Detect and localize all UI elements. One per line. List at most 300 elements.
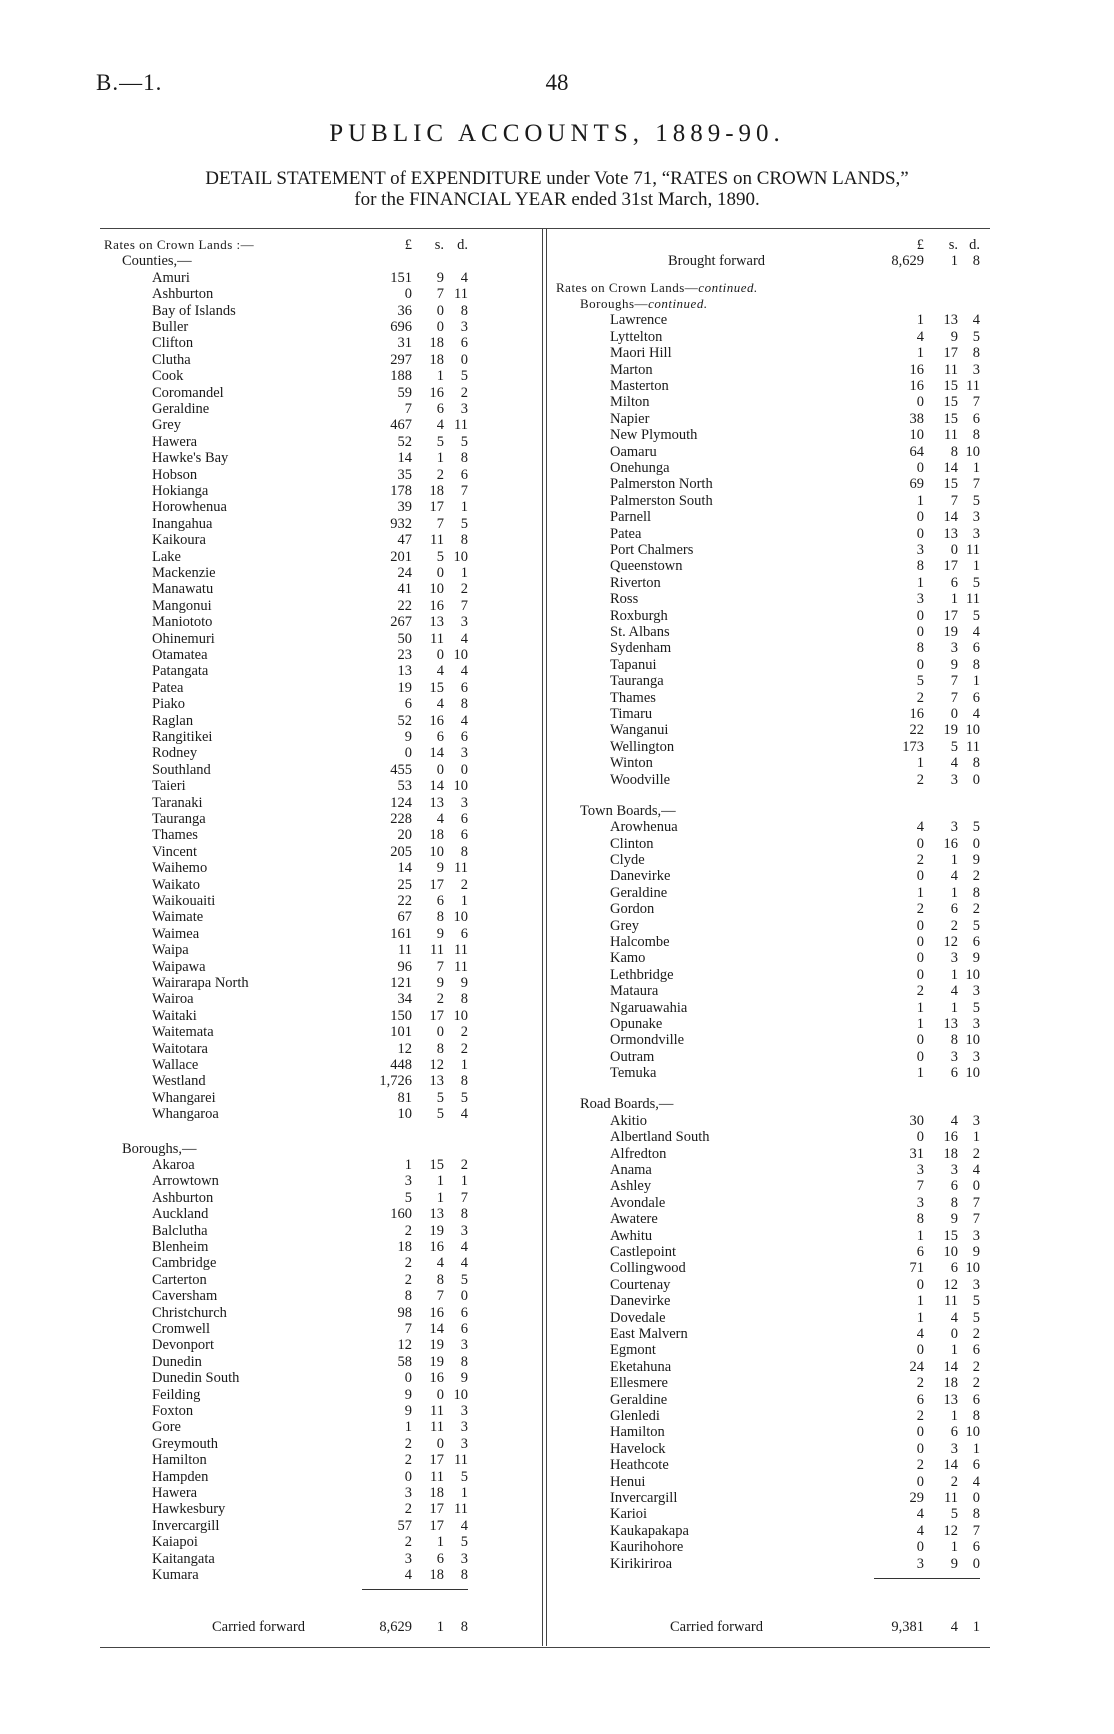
pence-value: 4	[460, 663, 468, 680]
borough-row	[550, 312, 990, 328]
pence-value: 2	[972, 1325, 980, 1342]
town-board-row	[550, 852, 990, 868]
county-row	[100, 631, 480, 647]
shillings-value: 16	[943, 1129, 958, 1146]
pounds-value: 1	[916, 1309, 924, 1326]
shillings-value: 1	[950, 591, 958, 608]
borough-row	[550, 394, 990, 410]
row-name: Greymouth	[152, 1435, 219, 1452]
pounds-value: 8	[916, 1211, 924, 1228]
pounds-value: 9	[404, 1403, 412, 1420]
pence-value: 1	[460, 1485, 468, 1502]
shillings-value: 6	[950, 1178, 958, 1195]
shillings-value: 0	[950, 1325, 958, 1342]
pounds-value: 2	[916, 983, 924, 1000]
row-name: Marton	[610, 361, 653, 378]
row-name: Parnell	[610, 509, 652, 526]
borough-row	[100, 1485, 480, 1501]
boroughs-continued-heading-continued: continued.	[648, 296, 708, 312]
pounds-value: 19	[397, 679, 412, 696]
pence-value: 2	[460, 1040, 468, 1057]
borough-row	[100, 1518, 480, 1534]
pounds-value: 0	[916, 1276, 924, 1293]
pence-value: 7	[460, 597, 468, 614]
pounds-value: 16	[909, 378, 924, 395]
pounds-value: 2	[916, 852, 924, 868]
pounds-value: 121	[390, 975, 412, 991]
row-name: Wairoa	[152, 991, 194, 1008]
row-name: Geraldine	[610, 1391, 668, 1408]
row-name: Coromandel	[152, 384, 224, 401]
county-row	[100, 844, 480, 860]
county-row	[100, 991, 480, 1007]
section-heading-continued-continued: continued.	[698, 279, 758, 295]
shillings-value: 0	[436, 647, 444, 663]
pence-value: 3	[460, 319, 468, 335]
borough-row	[550, 427, 990, 443]
shillings-value: 1	[950, 1342, 958, 1359]
row-name: Waikouaiti	[152, 893, 216, 909]
shillings-value: 4	[436, 811, 444, 827]
carried-forward-row	[550, 1619, 990, 1635]
pence-value: 2	[460, 876, 468, 893]
road-board-row	[550, 1441, 990, 1457]
county-row	[100, 598, 480, 614]
row-name: Hampden	[152, 1468, 209, 1485]
pence-value: 1	[460, 1173, 468, 1190]
pence-value: 4	[460, 1239, 468, 1256]
borough-row	[550, 722, 990, 738]
shillings-value: 11	[944, 1489, 958, 1506]
pounds-value: 14	[397, 450, 412, 467]
pounds-value: 98	[397, 1304, 412, 1321]
borough-row	[550, 542, 990, 558]
boroughs-continued-heading-text: Boroughs—	[580, 296, 649, 312]
pence-value: 6	[972, 410, 980, 427]
shillings-value: 7	[950, 492, 958, 509]
county-row	[100, 729, 480, 745]
county-row	[100, 417, 480, 433]
pence-value: 5	[460, 1534, 468, 1551]
pence-value: 2	[972, 868, 980, 885]
pence-value: 8	[460, 532, 468, 549]
shillings-value: 9	[436, 860, 444, 877]
shillings-value: 7	[436, 286, 444, 303]
row-name: Mackenzie	[152, 565, 216, 581]
pounds-value: 3	[916, 591, 924, 608]
shillings-value: 9	[950, 656, 958, 673]
pounds-value: 0	[916, 509, 924, 526]
county-row	[100, 286, 480, 302]
pounds-value: 5	[404, 1189, 412, 1206]
document-reference: B.—1.	[96, 70, 163, 95]
road-board-row	[550, 1211, 990, 1227]
pounds-value: 24	[909, 1358, 924, 1375]
pounds-value: 161	[390, 925, 412, 942]
borough-row	[550, 493, 990, 509]
pence-value: 4	[460, 1255, 468, 1272]
pounds-value: 267	[390, 614, 412, 631]
shillings-value: 17	[429, 1007, 444, 1024]
pence-value: 5	[460, 433, 468, 450]
shillings-value: 18	[429, 1485, 444, 1502]
borough-row	[100, 1354, 480, 1370]
pence-value: 0	[972, 1178, 980, 1195]
borough-row	[100, 1288, 480, 1304]
pounds-value: 22	[909, 722, 924, 739]
pence-value: 6	[972, 1342, 980, 1359]
row-name: Waipa	[152, 942, 189, 959]
row-name: Hamilton	[152, 1452, 207, 1469]
shillings-value: 8	[436, 909, 444, 926]
road-board-row	[550, 1195, 990, 1211]
pence-value: 6	[460, 1304, 468, 1321]
road-board-row	[550, 1310, 990, 1326]
row-name: Foxton	[152, 1403, 194, 1420]
pence-header: d.	[457, 237, 468, 253]
pence-value: 4	[460, 630, 468, 647]
pence-value: 11	[966, 591, 980, 608]
town-board-row	[550, 1000, 990, 1016]
county-row	[100, 352, 480, 368]
town-board-row	[550, 1065, 990, 1081]
pounds-value: 6	[916, 1391, 924, 1408]
shillings-value: 19	[429, 1353, 444, 1370]
borough-row	[550, 444, 990, 460]
shillings-value: 6	[950, 574, 958, 591]
pounds-value: 1,726	[379, 1073, 412, 1090]
county-row	[100, 663, 480, 679]
pence-value: 4	[972, 1161, 980, 1178]
pence-value: 9	[460, 1370, 468, 1387]
total-rule	[362, 1589, 468, 1590]
row-name: Mangonui	[152, 597, 212, 614]
pounds-value: 7	[916, 1178, 924, 1195]
pence-value: 8	[972, 1407, 980, 1424]
shillings-value: 15	[429, 679, 444, 696]
shillings-value: 7	[436, 515, 444, 532]
shillings-value: 0	[950, 542, 958, 559]
road-board-row	[550, 1392, 990, 1408]
pence-value: 5	[460, 1089, 468, 1106]
pence-value: 7	[972, 1211, 980, 1228]
shillings-value: 5	[436, 1106, 444, 1123]
shillings-value: 3	[950, 950, 958, 967]
pence-value: 5	[460, 368, 468, 385]
pence-value: 3	[972, 1016, 980, 1032]
county-row	[100, 942, 480, 958]
pounds-value: 0	[916, 525, 924, 542]
row-name: Manawatu	[152, 581, 214, 598]
pounds-value: 2	[916, 1457, 924, 1474]
road-board-row	[550, 1490, 990, 1506]
pence-value: 4	[460, 269, 468, 286]
pounds-value: 4	[916, 819, 924, 836]
shillings-value: 1	[436, 1619, 444, 1635]
shillings-value: 16	[429, 1239, 444, 1256]
pounds-value: 2	[404, 1271, 412, 1288]
row-name: Eketahuna	[610, 1358, 672, 1375]
pence-value: 10	[453, 778, 468, 795]
pence-value: 10	[453, 909, 468, 926]
pence-value: 6	[460, 335, 468, 352]
pounds-value: 1	[916, 574, 924, 591]
shillings-value: 1	[950, 884, 958, 901]
shillings-value: 5	[436, 548, 444, 565]
pence-value: 1	[972, 673, 980, 690]
pence-value: 5	[972, 1309, 980, 1326]
county-row	[100, 1106, 480, 1122]
borough-row	[550, 411, 990, 427]
shillings-value: 13	[429, 1073, 444, 1090]
pence-value: 10	[453, 1386, 468, 1403]
pence-value: 11	[966, 378, 980, 395]
row-name: Timaru	[610, 706, 653, 723]
borough-row	[550, 690, 990, 706]
row-name: Thames	[152, 827, 198, 844]
pounds-value: 228	[390, 811, 412, 827]
county-row	[100, 696, 480, 712]
pounds-value: 1	[916, 312, 924, 329]
pounds-value: 4	[404, 1567, 412, 1584]
row-name: Geraldine	[610, 884, 668, 901]
row-name: Roxburgh	[610, 607, 668, 624]
row-name: Rangitikei	[152, 729, 213, 745]
pence-value: 5	[460, 1468, 468, 1485]
road-board-row	[550, 1178, 990, 1194]
shillings-header: s.	[434, 237, 444, 253]
borough-row	[550, 755, 990, 771]
borough-row	[100, 1321, 480, 1337]
row-name: Arowhenua	[610, 819, 678, 836]
shillings-value: 1	[436, 368, 444, 385]
row-name: Albertland South	[610, 1129, 710, 1146]
row-name: Southland	[152, 761, 211, 778]
shillings-value: 16	[429, 384, 444, 401]
pence-value: 9	[972, 852, 980, 868]
row-name: Arrowtown	[152, 1173, 219, 1190]
shillings-value: 18	[943, 1145, 958, 1162]
currency-column-headers	[100, 237, 480, 253]
pounds-header: £	[916, 237, 924, 253]
pence-value: 3	[460, 1337, 468, 1354]
row-name: Avondale	[610, 1194, 666, 1211]
pounds-value: 0	[916, 1440, 924, 1457]
pounds-value: 160	[390, 1206, 412, 1223]
pounds-value: 14	[397, 860, 412, 877]
pounds-value: 188	[390, 368, 412, 385]
shillings-value: 19	[429, 1337, 444, 1354]
row-name: St. Albans	[610, 624, 670, 641]
pence-value: 10	[453, 548, 468, 565]
road-board-row	[550, 1523, 990, 1539]
row-name: Amuri	[152, 269, 190, 286]
county-row	[100, 614, 480, 630]
row-name: Invercargill	[610, 1489, 678, 1506]
row-name: Onehunga	[610, 460, 670, 477]
row-name: Rodney	[152, 745, 198, 762]
pounds-value: 0	[916, 835, 924, 852]
pounds-value: 101	[390, 1024, 412, 1041]
row-name: Waimea	[152, 925, 200, 942]
shillings-value: 1	[950, 999, 958, 1016]
pounds-value: 696	[390, 319, 412, 335]
shillings-value: 10	[429, 843, 444, 860]
pence-value: 6	[972, 1391, 980, 1408]
shillings-value: 17	[429, 1517, 444, 1534]
pounds-value: 205	[390, 843, 412, 860]
pounds-value: 0	[916, 1032, 924, 1049]
shillings-value: 3	[950, 771, 958, 788]
shillings-value: 12	[943, 934, 958, 950]
shillings-value: 11	[944, 427, 958, 444]
row-name: Anama	[610, 1161, 652, 1178]
pence-value: 0	[460, 761, 468, 778]
shillings-value: 9	[436, 975, 444, 991]
row-name: Danevirke	[610, 868, 671, 885]
shillings-value: 7	[950, 673, 958, 690]
shillings-value: 6	[436, 401, 444, 417]
pence-value: 3	[972, 1227, 980, 1244]
shillings-value: 1	[436, 1173, 444, 1190]
row-name: Sydenham	[610, 640, 672, 657]
pounds-value: 173	[902, 738, 924, 755]
shillings-value: 1	[950, 253, 958, 270]
row-name: Ohinemuri	[152, 630, 215, 647]
shillings-value: 14	[943, 509, 958, 526]
road-board-row	[550, 1244, 990, 1260]
borough-row	[100, 1255, 480, 1271]
shillings-value: 6	[950, 1065, 958, 1082]
shillings-value: 18	[429, 335, 444, 352]
road-board-row	[550, 1408, 990, 1424]
pence-value: 4	[460, 712, 468, 729]
pence-value: 10	[965, 1032, 980, 1049]
row-name: Akaroa	[152, 1157, 195, 1174]
pence-value: 3	[972, 1048, 980, 1065]
shillings-value: 14	[943, 1358, 958, 1375]
pence-value: 8	[460, 1073, 468, 1090]
row-name: Hawke's Bay	[152, 450, 229, 467]
shillings-value: 6	[436, 893, 444, 909]
shillings-value: 17	[429, 876, 444, 893]
pounds-value: 0	[916, 460, 924, 477]
pence-value: 9	[972, 1243, 980, 1260]
shillings-value: 11	[430, 532, 444, 549]
row-name: Buller	[152, 319, 189, 335]
pence-value: 2	[460, 384, 468, 401]
pounds-value: 151	[390, 269, 412, 286]
pence-value: 4	[972, 706, 980, 723]
pence-value: 0	[972, 1489, 980, 1506]
shillings-value: 14	[943, 460, 958, 477]
row-name: Cambridge	[152, 1255, 217, 1272]
boroughs-continued-heading	[580, 296, 708, 312]
pence-value: 6	[972, 1457, 980, 1474]
road-board-row	[550, 1260, 990, 1276]
pounds-value: 0	[916, 1342, 924, 1359]
shillings-value: 7	[436, 1288, 444, 1305]
pence-value: 3	[460, 745, 468, 762]
page-title: PUBLIC ACCOUNTS, 1889-90.	[329, 120, 785, 147]
row-name: Gordon	[610, 901, 655, 918]
shillings-value: 11	[944, 1293, 958, 1310]
pence-value: 8	[972, 656, 980, 673]
row-name: Heathcote	[610, 1457, 669, 1474]
row-name: Port Chalmers	[610, 542, 694, 559]
row-name: Glenledi	[610, 1407, 660, 1424]
shillings-value: 15	[943, 476, 958, 493]
row-name: Bay of Islands	[152, 302, 236, 319]
pounds-value: 36	[397, 302, 412, 319]
row-name: Winton	[610, 755, 653, 772]
road-board-row	[550, 1342, 990, 1358]
pence-value: 8	[972, 1506, 980, 1523]
county-row	[100, 1041, 480, 1057]
borough-row	[100, 1223, 480, 1239]
shillings-value: 7	[950, 689, 958, 706]
pounds-value: 3	[404, 1485, 412, 1502]
county-row	[100, 778, 480, 794]
borough-row	[550, 476, 990, 492]
road-board-row	[550, 1457, 990, 1473]
county-row	[100, 795, 480, 811]
pounds-value: 53	[397, 778, 412, 795]
row-name: Palmerston North	[610, 476, 713, 493]
road-board-row	[550, 1556, 990, 1572]
pounds-value: 8	[404, 1288, 412, 1305]
pence-value: 4	[972, 624, 980, 641]
pounds-value: 2	[404, 1222, 412, 1239]
row-name: Oamaru	[610, 443, 657, 460]
row-name: Dunedin South	[152, 1370, 240, 1387]
pence-value: 1	[460, 565, 468, 581]
pence-value: 6	[460, 1321, 468, 1338]
borough-row	[100, 1567, 480, 1583]
pounds-header: £	[404, 237, 412, 253]
borough-row	[100, 1452, 480, 1468]
row-name: Christchurch	[152, 1304, 227, 1321]
county-row	[100, 581, 480, 597]
borough-row	[550, 526, 990, 542]
pounds-value: 1	[404, 1157, 412, 1174]
pounds-value: 2	[916, 771, 924, 788]
shillings-value: 6	[950, 1424, 958, 1441]
pence-value: 11	[454, 1501, 468, 1518]
row-name: Kamo	[610, 950, 646, 967]
pence-value: 2	[972, 1145, 980, 1162]
town-boards-heading: Town Boards,—	[580, 802, 676, 819]
shillings-value: 14	[429, 778, 444, 795]
pounds-value: 41	[397, 581, 412, 598]
pence-value: 6	[972, 689, 980, 706]
pence-value: 1	[972, 1619, 980, 1635]
pounds-value: 2	[404, 1255, 412, 1272]
pounds-value: 297	[390, 351, 412, 368]
shillings-value: 15	[943, 1227, 958, 1244]
shillings-value: 5	[950, 1506, 958, 1523]
total-rule	[874, 1578, 980, 1579]
shillings-value: 15	[943, 394, 958, 411]
pounds-value: 3	[916, 1194, 924, 1211]
pence-value: 2	[460, 581, 468, 598]
pounds-value: 3	[916, 1555, 924, 1572]
pounds-value: 7	[404, 401, 412, 417]
shillings-value: 14	[429, 745, 444, 762]
shillings-value: 9	[950, 1211, 958, 1228]
pence-value: 0	[460, 351, 468, 368]
shillings-value: 10	[943, 1243, 958, 1260]
